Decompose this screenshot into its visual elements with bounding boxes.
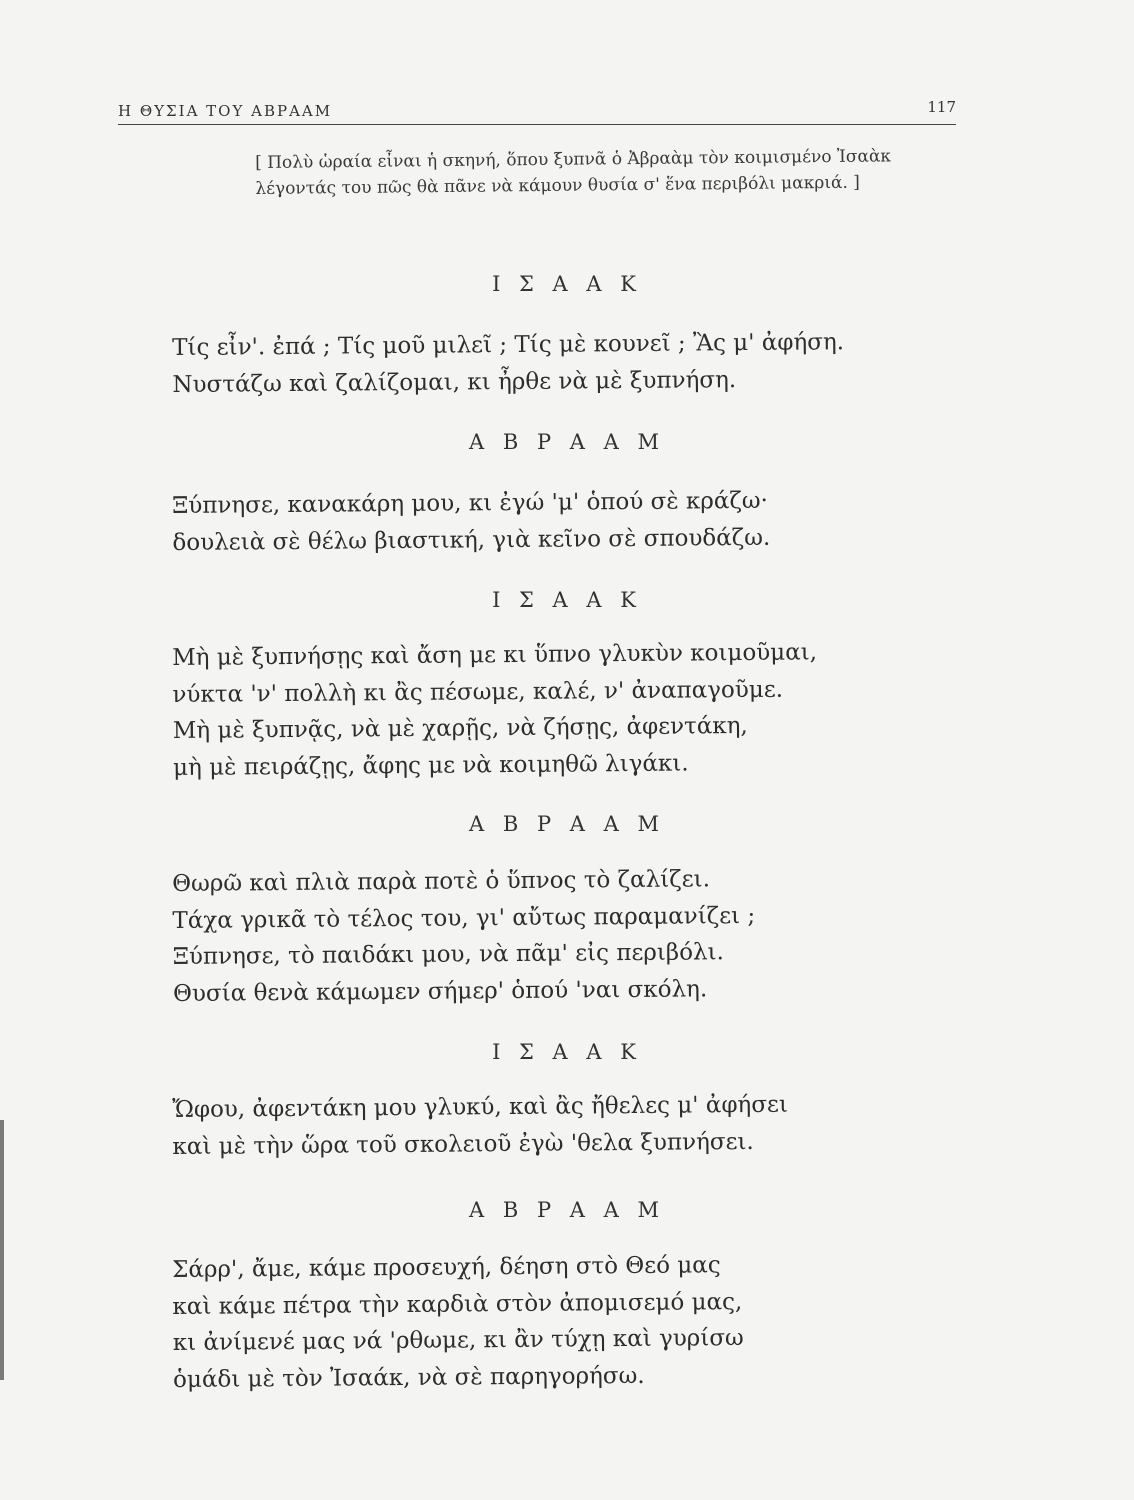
verse-block <box>172 323 953 403</box>
verse-line: δουλειὰ σὲ θέλω βιαστική, γιὰ κεῖνο σὲ σπουδάζω. <box>172 524 771 556</box>
verse-line: Μὴ μὲ ξυπνήσῃς καὶ ἄση με κι ὕπνο γλυκὺν κοιμοῦμαι, <box>172 639 818 671</box>
verse-line: νύκτα 'ν' πολλὴ κι ἂς πέσωμε, καλέ, ν' ἀναπαγοῦμε. <box>172 676 784 708</box>
speaker-avraam: Α Β Ρ Α Α Μ <box>469 812 665 836</box>
verse-line: Ὤφου, ἀφεντάκη μου γλυκύ, καὶ ἂς ἤθελες μ' ἀφήσει <box>172 1091 789 1123</box>
verse-line: Τάχα γρικᾶ τὸ τέλος του, γι' αὔτως παραμανίζει ; <box>172 902 756 934</box>
verse-line: μὴ μὲ πειράζῃς, ἄφης με νὰ κοιμηθῶ λιγάκι. <box>172 749 689 781</box>
scan-edge-mark <box>0 1120 4 1380</box>
speaker-avraam: Α Β Ρ Α Α Μ <box>469 430 665 454</box>
running-head: Η ΘΥΣΙΑ ΤΟΥ ΑΒΡΑΑΜ <box>118 102 333 120</box>
verse-line: Θωρῶ καὶ πλιὰ παρὰ ποτὲ ὁ ὕπνος τὸ ζαλίζει. <box>172 866 711 897</box>
speaker-isaak: Ι Σ Α Α Κ <box>492 1040 642 1064</box>
speaker-avraam: Α Β Ρ Α Α Μ <box>469 1198 665 1222</box>
verse-line: Τίς εἶν'. ἐπά ; Τίς μοῦ μιλεῖ ; Τίς μὲ κουνεῖ ; Ἂς μ' ἀφήση. <box>172 329 845 361</box>
stage-direction: [ Πολὺ ὡραία εἶναι ἡ σκηνή, ὅπου ξυπνᾶ ὁ Ἀβραὰμ τὸν κοιμισμένο Ἰσαὰκ λέγοντάς του πῶς θὰ πᾶνε νὰ κάμουν θυσία σ' ἕνα περιβόλι μακριά. ] <box>255 146 892 199</box>
verse-line: καὶ μὲ τὴν ὥρα τοῦ σκολειοῦ ἐγὼ 'θελα ξυπνήσει. <box>172 1128 754 1160</box>
page-number: 117 <box>927 98 956 116</box>
speaker-isaak: Ι Σ Α Α Κ <box>492 588 642 612</box>
verse-line: ὁμάδι μὲ τὸν Ἰσαάκ, νὰ σὲ παρηγορήσω. <box>172 1362 645 1393</box>
verse-block <box>172 481 953 561</box>
verse-line: Σάρρ', ἄμε, κάμε προσευχή, δέηση στὸ Θεό μας <box>172 1252 721 1283</box>
verse-line: κι ἀνίμενέ μας νά 'ρθωμε, κι ἂν τύχῃ καὶ γυρίσω <box>172 1325 744 1356</box>
verse-line: Νυστάζω καὶ ζαλίζομαι, κι ἦρθε νὰ μὲ ξυπνήση. <box>172 366 737 398</box>
verse-line: Ξύπνησε, κανακάρη μου, κι ἐγώ 'μ' ὁπού σὲ κράζω· <box>172 487 769 519</box>
verse-line: καὶ κάμε πέτρα τὴν καρδιὰ στὸν ἀπομισεμό μας, <box>172 1288 743 1320</box>
verse-block <box>172 859 953 1012</box>
verse-line: Θυσία θενὰ κάμωμεν σήμερ' ὁπού 'ναι σκόλη. <box>172 975 708 1007</box>
verse-line: Ξύπνησε, τὸ παιδάκι μου, νὰ πᾶμ' εἰς περιβόλι. <box>172 939 725 970</box>
verse-block <box>172 1085 953 1165</box>
page-header <box>118 100 956 125</box>
verse-block <box>172 633 953 786</box>
speaker-isaak: Ι Σ Α Α Κ <box>492 272 642 296</box>
verse-block <box>172 1245 953 1398</box>
verse-line: Μὴ μὲ ξυπνᾷς, νὰ μὲ χαρῇς, νὰ ζήσῃς, ἀφεντάκη, <box>172 712 748 744</box>
